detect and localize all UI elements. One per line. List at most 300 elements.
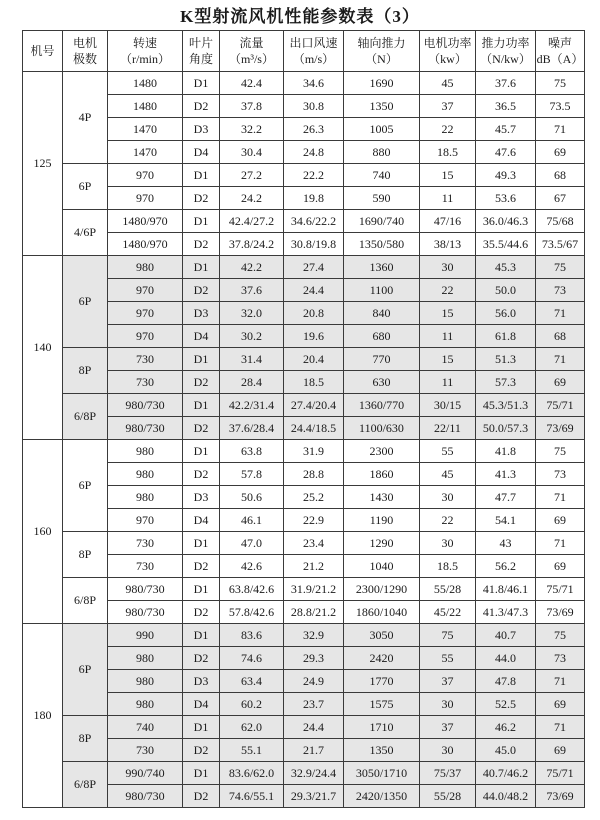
thrust-power-cell: 44.0/48.2: [476, 785, 536, 808]
flow-cell: 57.8/42.6: [220, 601, 284, 624]
thrust-cell: 770: [344, 348, 420, 371]
motor-power-cell: 75/37: [420, 762, 476, 785]
thrust-cell: 1100/630: [344, 417, 420, 440]
motor-poles-cell: 6/8P: [63, 394, 108, 440]
blade-angle-cell: D3: [183, 670, 220, 693]
speed-cell: 740: [108, 716, 183, 739]
blade-angle-cell: D1: [183, 532, 220, 555]
thrust-cell: 1860/1040: [344, 601, 420, 624]
outlet-velocity-cell: 19.8: [284, 187, 344, 210]
header-line-1: 转速: [132, 36, 157, 50]
outlet-velocity-cell: 34.6/22.2: [284, 210, 344, 233]
motor-power-cell: 45/22: [420, 601, 476, 624]
thrust-power-cell: 45.7: [476, 118, 536, 141]
table-row: [23, 233, 585, 256]
noise-cell: 71: [536, 118, 585, 141]
thrust-power-cell: 41.8/46.1: [476, 578, 536, 601]
motor-power-cell: 55: [420, 440, 476, 463]
motor-poles-cell: 8P: [63, 348, 108, 394]
motor-power-cell: 47/16: [420, 210, 476, 233]
blade-angle-cell: D1: [183, 624, 220, 647]
flow-cell: 32.2: [220, 118, 284, 141]
speed-cell: 1480: [108, 72, 183, 95]
thrust-cell: 1770: [344, 670, 420, 693]
thrust-cell: 1710: [344, 716, 420, 739]
outlet-velocity-cell: 32.9/24.4: [284, 762, 344, 785]
blade-angle-cell: D2: [183, 279, 220, 302]
noise-cell: 71: [536, 670, 585, 693]
header-line-2: （r/min）: [120, 52, 170, 66]
motor-power-cell: 75: [420, 624, 476, 647]
speed-cell: 980/730: [108, 601, 183, 624]
blade-angle-cell: D1: [183, 348, 220, 371]
thrust-cell: 2300/1290: [344, 578, 420, 601]
flow-cell: 31.4: [220, 348, 284, 371]
speed-cell: 730: [108, 555, 183, 578]
noise-cell: 75/71: [536, 394, 585, 417]
flow-cell: 32.0: [220, 302, 284, 325]
machine-number-cell: 180: [23, 624, 63, 808]
thrust-power-cell: 36.0/46.3: [476, 210, 536, 233]
column-header: [476, 31, 536, 72]
motor-power-cell: 38/13: [420, 233, 476, 256]
table-row: [23, 118, 585, 141]
speed-cell: 730: [108, 348, 183, 371]
table-row: [23, 509, 585, 532]
motor-power-cell: 30: [420, 532, 476, 555]
flow-cell: 42.2: [220, 256, 284, 279]
table-row: [23, 141, 585, 164]
speed-cell: 980: [108, 670, 183, 693]
noise-cell: 71: [536, 348, 585, 371]
column-header: [183, 31, 220, 72]
thrust-cell: 1350: [344, 739, 420, 762]
blade-angle-cell: D2: [183, 187, 220, 210]
outlet-velocity-cell: 22.2: [284, 164, 344, 187]
blade-angle-cell: D1: [183, 440, 220, 463]
motor-power-cell: 15: [420, 302, 476, 325]
blade-angle-cell: D1: [183, 164, 220, 187]
noise-cell: 75: [536, 624, 585, 647]
blade-angle-cell: D1: [183, 394, 220, 417]
thrust-power-cell: 57.3: [476, 371, 536, 394]
blade-angle-cell: D2: [183, 371, 220, 394]
speed-cell: 730: [108, 739, 183, 762]
motor-power-cell: 30: [420, 486, 476, 509]
column-header: [536, 31, 585, 72]
motor-power-cell: 30/15: [420, 394, 476, 417]
motor-power-cell: 22/11: [420, 417, 476, 440]
flow-cell: 37.6/28.4: [220, 417, 284, 440]
thrust-cell: 1100: [344, 279, 420, 302]
flow-cell: 74.6: [220, 647, 284, 670]
speed-cell: 980/730: [108, 394, 183, 417]
noise-cell: 73: [536, 463, 585, 486]
table-row: [23, 417, 585, 440]
outlet-velocity-cell: 26.3: [284, 118, 344, 141]
header-line-2: 极数: [72, 52, 97, 66]
blade-angle-cell: D2: [183, 785, 220, 808]
blade-angle-cell: D2: [183, 417, 220, 440]
table-row: [23, 72, 585, 95]
outlet-velocity-cell: 29.3/21.7: [284, 785, 344, 808]
speed-cell: 1480: [108, 95, 183, 118]
speed-cell: 980: [108, 463, 183, 486]
motor-power-cell: 11: [420, 325, 476, 348]
header-line-1: 流量: [239, 36, 264, 50]
thrust-power-cell: 44.0: [476, 647, 536, 670]
motor-poles-cell: 6P: [63, 164, 108, 210]
outlet-velocity-cell: 21.7: [284, 739, 344, 762]
speed-cell: 1480/970: [108, 210, 183, 233]
speed-cell: 970: [108, 325, 183, 348]
table-row: [23, 716, 585, 739]
blade-angle-cell: D3: [183, 302, 220, 325]
table-row: [23, 325, 585, 348]
motor-power-cell: 37: [420, 95, 476, 118]
outlet-velocity-cell: 27.4: [284, 256, 344, 279]
noise-cell: 73.5/67: [536, 233, 585, 256]
speed-cell: 970: [108, 187, 183, 210]
motor-poles-cell: 8P: [63, 716, 108, 762]
noise-cell: 71: [536, 486, 585, 509]
outlet-velocity-cell: 27.4/20.4: [284, 394, 344, 417]
outlet-velocity-cell: 24.4: [284, 279, 344, 302]
noise-cell: 75/68: [536, 210, 585, 233]
thrust-cell: 590: [344, 187, 420, 210]
header-line-2: dB（A）: [536, 52, 584, 66]
blade-angle-cell: D1: [183, 716, 220, 739]
thrust-power-cell: 56.2: [476, 555, 536, 578]
flow-cell: 83.6: [220, 624, 284, 647]
blade-angle-cell: D1: [183, 578, 220, 601]
table-row: [23, 440, 585, 463]
noise-cell: 73/69: [536, 417, 585, 440]
column-header: [108, 31, 183, 72]
thrust-cell: 1690: [344, 72, 420, 95]
motor-power-cell: 55/28: [420, 785, 476, 808]
thrust-power-cell: 50.0: [476, 279, 536, 302]
thrust-cell: 1860: [344, 463, 420, 486]
table-row: [23, 624, 585, 647]
outlet-velocity-cell: 31.9/21.2: [284, 578, 344, 601]
thrust-cell: 840: [344, 302, 420, 325]
motor-poles-cell: 8P: [63, 532, 108, 578]
flow-cell: 74.6/55.1: [220, 785, 284, 808]
outlet-velocity-cell: 24.4: [284, 716, 344, 739]
thrust-power-cell: 36.5: [476, 95, 536, 118]
blade-angle-cell: D4: [183, 141, 220, 164]
blade-angle-cell: D1: [183, 762, 220, 785]
flow-cell: 50.6: [220, 486, 284, 509]
thrust-cell: 1575: [344, 693, 420, 716]
performance-table: [22, 30, 585, 808]
noise-cell: 68: [536, 164, 585, 187]
flow-cell: 63.8/42.6: [220, 578, 284, 601]
thrust-cell: 3050: [344, 624, 420, 647]
motor-power-cell: 11: [420, 187, 476, 210]
thrust-power-cell: 37.6: [476, 72, 536, 95]
motor-poles-cell: 6P: [63, 256, 108, 348]
speed-cell: 990/740: [108, 762, 183, 785]
table-row: [23, 647, 585, 670]
table-row: [23, 555, 585, 578]
header-line-1: 轴向推力: [357, 36, 406, 50]
blade-angle-cell: D2: [183, 95, 220, 118]
noise-cell: 69: [536, 555, 585, 578]
motor-power-cell: 22: [420, 279, 476, 302]
noise-cell: 69: [536, 371, 585, 394]
thrust-power-cell: 56.0: [476, 302, 536, 325]
thrust-cell: 1360/770: [344, 394, 420, 417]
flow-cell: 28.4: [220, 371, 284, 394]
thrust-power-cell: 51.3: [476, 348, 536, 371]
thrust-power-cell: 53.6: [476, 187, 536, 210]
flow-cell: 42.2/31.4: [220, 394, 284, 417]
thrust-cell: 1040: [344, 555, 420, 578]
speed-cell: 980/730: [108, 785, 183, 808]
column-header: [420, 31, 476, 72]
column-header: [344, 31, 420, 72]
table-row: [23, 463, 585, 486]
thrust-cell: 1350/580: [344, 233, 420, 256]
flow-cell: 42.4/27.2: [220, 210, 284, 233]
table-row: [23, 187, 585, 210]
table-row: [23, 532, 585, 555]
noise-cell: 73/69: [536, 785, 585, 808]
thrust-cell: 880: [344, 141, 420, 164]
speed-cell: 970: [108, 509, 183, 532]
noise-cell: 71: [536, 532, 585, 555]
header-line-1: 电机功率: [423, 36, 472, 50]
blade-angle-cell: D1: [183, 256, 220, 279]
thrust-cell: 1350: [344, 95, 420, 118]
column-header: [284, 31, 344, 72]
outlet-velocity-cell: 34.6: [284, 72, 344, 95]
column-header: [220, 31, 284, 72]
motor-power-cell: 30: [420, 256, 476, 279]
outlet-velocity-cell: 29.3: [284, 647, 344, 670]
thrust-power-cell: 41.3: [476, 463, 536, 486]
blade-angle-cell: D2: [183, 555, 220, 578]
flow-cell: 62.0: [220, 716, 284, 739]
outlet-velocity-cell: 18.5: [284, 371, 344, 394]
noise-cell: 69: [536, 739, 585, 762]
outlet-velocity-cell: 31.9: [284, 440, 344, 463]
motor-power-cell: 30: [420, 739, 476, 762]
blade-angle-cell: D2: [183, 463, 220, 486]
motor-poles-cell: 6P: [63, 440, 108, 532]
table-row: [23, 693, 585, 716]
table-row: [23, 210, 585, 233]
flow-cell: 30.2: [220, 325, 284, 348]
speed-cell: 1470: [108, 118, 183, 141]
noise-cell: 73.5: [536, 95, 585, 118]
thrust-power-cell: 49.3: [476, 164, 536, 187]
blade-angle-cell: D2: [183, 647, 220, 670]
outlet-velocity-cell: 28.8/21.2: [284, 601, 344, 624]
motor-power-cell: 11: [420, 371, 476, 394]
machine-number-cell: 125: [23, 72, 63, 256]
outlet-velocity-cell: 22.9: [284, 509, 344, 532]
outlet-velocity-cell: 20.8: [284, 302, 344, 325]
column-header: [23, 31, 63, 72]
blade-angle-cell: D2: [183, 601, 220, 624]
thrust-cell: 2420/1350: [344, 785, 420, 808]
noise-cell: 75/71: [536, 578, 585, 601]
flow-cell: 47.0: [220, 532, 284, 555]
outlet-velocity-cell: 20.4: [284, 348, 344, 371]
thrust-power-cell: 40.7: [476, 624, 536, 647]
noise-cell: 73/69: [536, 601, 585, 624]
motor-poles-cell: 4P: [63, 72, 108, 164]
flow-cell: 37.8/24.2: [220, 233, 284, 256]
thrust-power-cell: 40.7/46.2: [476, 762, 536, 785]
motor-power-cell: 22: [420, 509, 476, 532]
machine-number-cell: 140: [23, 256, 63, 440]
thrust-power-cell: 45.3/51.3: [476, 394, 536, 417]
motor-poles-cell: 6P: [63, 624, 108, 716]
motor-power-cell: 55/28: [420, 578, 476, 601]
noise-cell: 71: [536, 302, 585, 325]
table-row: [23, 762, 585, 785]
table-row: [23, 670, 585, 693]
speed-cell: 1480/970: [108, 233, 183, 256]
thrust-power-cell: 61.8: [476, 325, 536, 348]
header-line-2: （N）: [365, 52, 398, 66]
outlet-velocity-cell: 30.8: [284, 95, 344, 118]
blade-angle-cell: D3: [183, 118, 220, 141]
thrust-power-cell: 47.7: [476, 486, 536, 509]
motor-power-cell: 22: [420, 118, 476, 141]
table-title: K型射流风机性能参数表（3）: [180, 7, 420, 26]
motor-power-cell: 15: [420, 164, 476, 187]
thrust-power-cell: 52.5: [476, 693, 536, 716]
thrust-cell: 680: [344, 325, 420, 348]
table-row: [23, 95, 585, 118]
motor-power-cell: 45: [420, 463, 476, 486]
motor-poles-cell: 6/8P: [63, 762, 108, 808]
noise-cell: 69: [536, 693, 585, 716]
thrust-power-cell: 43: [476, 532, 536, 555]
thrust-power-cell: 47.8: [476, 670, 536, 693]
flow-cell: 37.8: [220, 95, 284, 118]
outlet-velocity-cell: 24.9: [284, 670, 344, 693]
motor-power-cell: 55: [420, 647, 476, 670]
header-line-2: （m/s）: [292, 52, 335, 66]
flow-cell: 37.6: [220, 279, 284, 302]
thrust-power-cell: 41.8: [476, 440, 536, 463]
header-line-1: 出口风速: [289, 36, 338, 50]
thrust-cell: 1290: [344, 532, 420, 555]
table-row: [23, 601, 585, 624]
speed-cell: 980: [108, 693, 183, 716]
outlet-velocity-cell: 32.9: [284, 624, 344, 647]
blade-angle-cell: D2: [183, 739, 220, 762]
thrust-cell: 3050/1710: [344, 762, 420, 785]
table-row: [23, 371, 585, 394]
noise-cell: 75: [536, 72, 585, 95]
flow-cell: 63.4: [220, 670, 284, 693]
flow-cell: 24.2: [220, 187, 284, 210]
table-row: [23, 785, 585, 808]
header-line-2: （m³/s）: [229, 52, 274, 66]
noise-cell: 75/71: [536, 762, 585, 785]
thrust-cell: 1690/740: [344, 210, 420, 233]
header-line-1: 噪声: [547, 36, 572, 50]
thrust-power-cell: 46.2: [476, 716, 536, 739]
speed-cell: 980: [108, 647, 183, 670]
motor-power-cell: 15: [420, 348, 476, 371]
motor-power-cell: 18.5: [420, 555, 476, 578]
thrust-cell: 1005: [344, 118, 420, 141]
thrust-cell: 2300: [344, 440, 420, 463]
noise-cell: 75: [536, 440, 585, 463]
blade-angle-cell: D2: [183, 233, 220, 256]
speed-cell: 730: [108, 532, 183, 555]
thrust-cell: 1360: [344, 256, 420, 279]
thrust-cell: 740: [344, 164, 420, 187]
thrust-power-cell: 54.1: [476, 509, 536, 532]
table-row: [23, 164, 585, 187]
outlet-velocity-cell: 24.8: [284, 141, 344, 164]
thrust-power-cell: 45.3: [476, 256, 536, 279]
speed-cell: 730: [108, 371, 183, 394]
outlet-velocity-cell: 24.4/18.5: [284, 417, 344, 440]
table-row: [23, 486, 585, 509]
flow-cell: 83.6/62.0: [220, 762, 284, 785]
outlet-velocity-cell: 23.7: [284, 693, 344, 716]
header-row: [23, 31, 585, 72]
outlet-velocity-cell: 28.8: [284, 463, 344, 486]
noise-cell: 73: [536, 279, 585, 302]
thrust-power-cell: 50.0/57.3: [476, 417, 536, 440]
thrust-power-cell: 47.6: [476, 141, 536, 164]
table-row: [23, 302, 585, 325]
header-line-1: 机号: [30, 44, 55, 58]
thrust-cell: 1430: [344, 486, 420, 509]
outlet-velocity-cell: 25.2: [284, 486, 344, 509]
machine-number-cell: 160: [23, 440, 63, 624]
speed-cell: 970: [108, 164, 183, 187]
thrust-power-cell: 45.0: [476, 739, 536, 762]
blade-angle-cell: D4: [183, 693, 220, 716]
noise-cell: 73: [536, 647, 585, 670]
motor-power-cell: 37: [420, 670, 476, 693]
motor-power-cell: 37: [420, 716, 476, 739]
noise-cell: 75: [536, 256, 585, 279]
outlet-velocity-cell: 21.2: [284, 555, 344, 578]
table-row: [23, 578, 585, 601]
flow-cell: 55.1: [220, 739, 284, 762]
noise-cell: 69: [536, 509, 585, 532]
blade-angle-cell: D1: [183, 210, 220, 233]
thrust-cell: 630: [344, 371, 420, 394]
flow-cell: 57.8: [220, 463, 284, 486]
flow-cell: 60.2: [220, 693, 284, 716]
table-body: [23, 72, 585, 808]
motor-power-cell: 18.5: [420, 141, 476, 164]
speed-cell: 1470: [108, 141, 183, 164]
thrust-cell: 2420: [344, 647, 420, 670]
table-row: [23, 279, 585, 302]
speed-cell: 970: [108, 302, 183, 325]
speed-cell: 970: [108, 279, 183, 302]
thrust-cell: 1190: [344, 509, 420, 532]
blade-angle-cell: D3: [183, 486, 220, 509]
flow-cell: 27.2: [220, 164, 284, 187]
column-header: [63, 31, 108, 72]
